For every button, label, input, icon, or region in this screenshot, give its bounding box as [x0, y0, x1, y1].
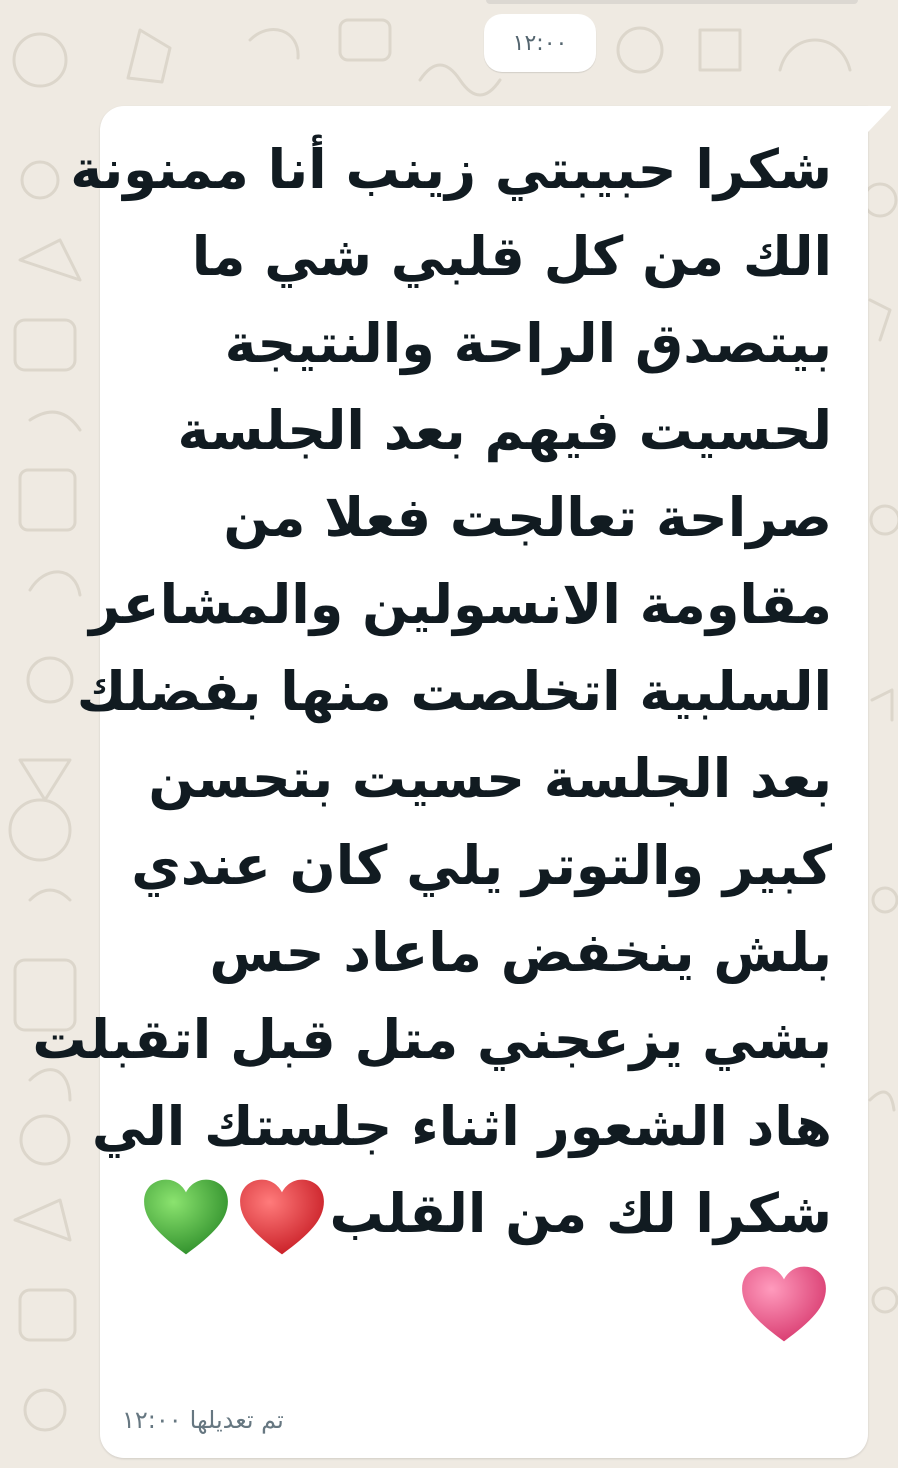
message-line: هاد الشعور اثناء جلستك الي — [91, 1095, 832, 1158]
date-separator — [484, 14, 596, 72]
message-line: الك من كل قلبي شي ما — [191, 225, 832, 288]
message-line: لحسيت فيهم بعد الجلسة — [177, 399, 832, 462]
message-closing-text: شكرا لك من القلب — [329, 1182, 832, 1245]
message-time: ١٢:٠٠ — [122, 1406, 182, 1434]
message-closing-line — [112, 1170, 832, 1257]
red-heart-icon — [236, 1176, 328, 1258]
edited-label: تم تعديلها — [189, 1406, 284, 1434]
previous-media-edge — [486, 0, 858, 4]
date-separator-label: ١٢:٠٠ — [512, 30, 568, 56]
message-line: صراحة تعالجت فعلا من — [223, 486, 832, 549]
bubble-tail — [860, 106, 892, 134]
message-line: بلش ينخفض ماعاد حس — [209, 921, 832, 984]
green-heart-icon — [140, 1176, 232, 1258]
message-heart-line — [112, 1263, 832, 1359]
message-line: بعد الجلسة حسيت بتحسن — [148, 747, 832, 810]
message-line: بشي يزعجني متل قبل اتقبلت — [32, 1008, 832, 1071]
message-line: مقاومة الانسولين والمشاعر — [89, 573, 832, 636]
message-text — [32, 126, 832, 1359]
message-line: كبير والتوتر يلي كان عندي — [131, 834, 832, 897]
message-meta — [122, 1400, 284, 1440]
message-line: بيتصدق الراحة والنتيجة — [224, 312, 832, 375]
pink-heart-icon — [738, 1263, 830, 1345]
message-line: السلبية اتخلصت منها بفضلك — [76, 660, 832, 723]
message-line: شكرا حبيبتي زينب أنا ممنونة — [70, 138, 832, 201]
